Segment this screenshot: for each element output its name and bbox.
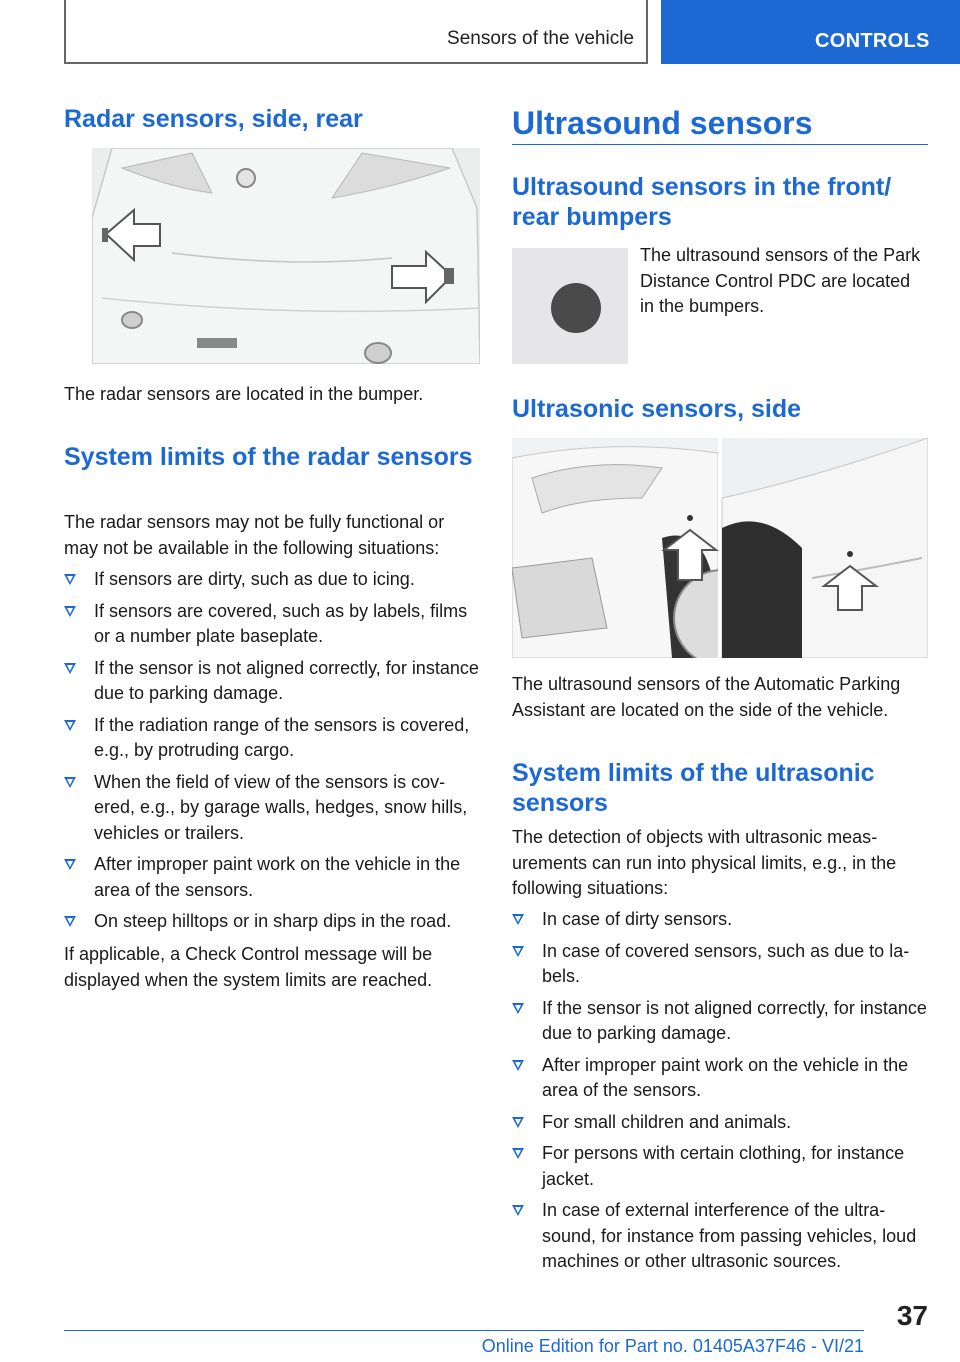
list-item: In case of dirty sensors. (512, 907, 928, 933)
triangle-bullet-icon (64, 859, 76, 870)
radar-location-text: The radar sensors are located in the bumper. (64, 384, 424, 404)
bumper-sensors-heading: Ultrasound sensors in the front/ rear bumpers (512, 173, 892, 231)
list-item: After improper paint work on the vehicle in the area of the sensors. (512, 1053, 928, 1104)
apa-location-text: The ultrasound sensors of the Automatic Parking Assistant are located on the side of the vehicle. (512, 674, 901, 720)
rear-bumper-image (92, 148, 480, 364)
ultrasonic-side-heading: Ultrasonic sensors, side (512, 395, 802, 423)
rear-bumper-illustration (92, 148, 480, 364)
ultrasonic-limits-intro: The detection of objects with ultrasonic measurements can run into physical limits, e.g., in the following situations: (512, 827, 897, 898)
list-item: For persons with certain clothing, for instance jacket. (512, 1141, 928, 1192)
side-sensors-illustration (512, 438, 928, 658)
triangle-bullet-icon (512, 1117, 524, 1128)
triangle-bullet-icon (64, 574, 76, 585)
page-number: 37 (896, 1300, 928, 1331)
radar-side-rear-heading: Radar sensors, side, rear (64, 105, 363, 133)
list-item: If sensors are covered, such as by labels, films or a number plate baseplate. (64, 599, 480, 650)
ultrasonic-limits-list (512, 907, 928, 1281)
radar-limits-list (64, 567, 480, 941)
footer-edition-link[interactable]: Online Edition for Part no. 01405A37F46 - VI/21 (481, 1336, 864, 1356)
triangle-bullet-icon (64, 916, 76, 927)
list-item: If the sensor is not aligned correctly, for instance due to parking damage. (64, 656, 480, 707)
header-chapter-tab[interactable]: CONTROLS (661, 0, 960, 64)
triangle-bullet-icon (512, 1205, 524, 1216)
title-underline (512, 144, 928, 145)
pdc-location-text: The ultrasound sensors of the Park Distance Control PDC are located in the bumpers. (640, 245, 921, 316)
triangle-bullet-icon (64, 663, 76, 674)
check-control-note: If applicable, a Check Control message will be displayed when the system limits are reached. (64, 944, 433, 990)
list-item: In case of external interference of the ultrasound, for instance from passing vehicles, loud machines or other ultrasonic sources. (512, 1198, 928, 1275)
list-item: If the radiation range of the sensors is covered, e.g., by protruding cargo. (64, 713, 480, 764)
triangle-bullet-icon (64, 720, 76, 731)
triangle-bullet-icon (512, 914, 524, 925)
list-item: If sensors are dirty, such as due to icing. (64, 567, 480, 593)
list-item: For small children and animals. (512, 1110, 928, 1136)
triangle-bullet-icon (512, 1148, 524, 1159)
triangle-bullet-icon (512, 1060, 524, 1071)
triangle-bullet-icon (64, 606, 76, 617)
header-section-title: Sensors of the vehicle (447, 28, 634, 49)
radar-limits-intro: The radar sensors may not be fully functional or may not be available in the following situations: (64, 512, 445, 558)
radar-system-limits-heading: System limits of the radar sensors (64, 443, 473, 471)
sensor-closeup-image (512, 248, 628, 364)
list-item: After improper paint work on the vehicle in the area of the sensors. (64, 852, 480, 903)
list-item: If the sensor is not aligned correctly, for instance due to parking damage. (512, 996, 928, 1047)
list-item: On steep hilltops or in sharp dips in the road. (64, 909, 480, 935)
triangle-bullet-icon (64, 777, 76, 788)
list-item: When the field of view of the sensors is covered, e.g., by garage walls, hedges, snow hills, vehicles or trailers. (64, 770, 480, 847)
ultrasound-sensors-title: Ultrasound sensors (512, 105, 813, 141)
triangle-bullet-icon (512, 1003, 524, 1014)
footer-rule (64, 1330, 864, 1331)
triangle-bullet-icon (512, 946, 524, 957)
ultrasonic-system-limits-heading: System limits of the ultrasonic sensors (512, 759, 875, 817)
side-sensors-image (512, 438, 928, 658)
list-item: In case of covered sensors, such as due to labels. (512, 939, 928, 990)
sensor-disc-illustration (512, 248, 628, 364)
